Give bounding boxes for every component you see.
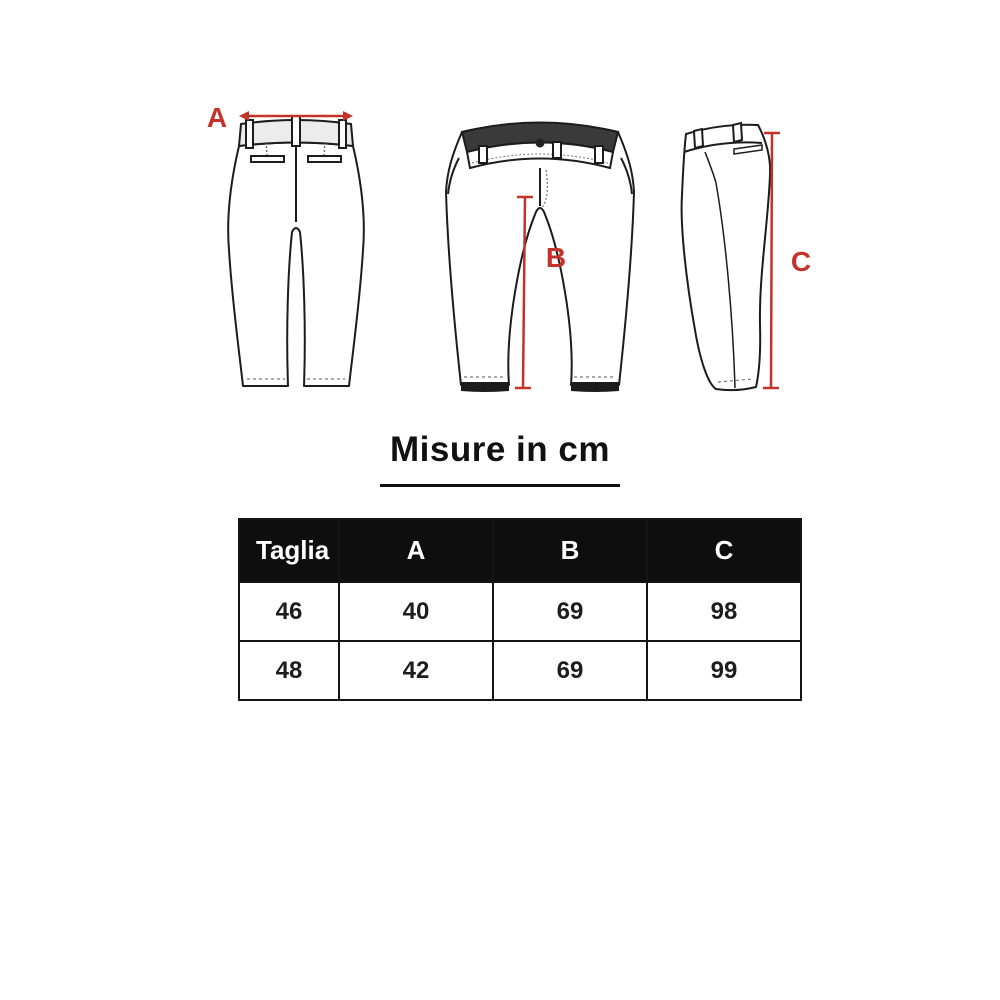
size-table-header-row — [239, 519, 801, 582]
cell-b: 69 — [493, 641, 647, 700]
back-pocket — [251, 156, 284, 162]
title-underline — [380, 484, 620, 487]
header-a: A — [339, 519, 493, 582]
pants-side-view-illustration — [665, 110, 850, 405]
cell-a: 40 — [339, 582, 493, 641]
cell-c: 98 — [647, 582, 801, 641]
table-row — [239, 582, 801, 641]
size-table — [238, 518, 802, 701]
belt-loop — [694, 129, 703, 148]
belt-loop — [246, 120, 253, 148]
belt-loop — [292, 116, 300, 146]
back-pocket — [308, 156, 341, 162]
belt-loop — [733, 123, 742, 142]
belt-loop — [339, 120, 346, 148]
measure-label-b: B — [545, 242, 567, 273]
header-c: C — [647, 519, 801, 582]
cell-size: 46 — [239, 582, 339, 641]
cell-b: 69 — [493, 582, 647, 641]
measure-label-a: A — [206, 102, 228, 133]
header-b: B — [493, 519, 647, 582]
pants-back-view-illustration — [185, 90, 425, 425]
table-row — [239, 641, 801, 700]
cell-c: 99 — [647, 641, 801, 700]
belt-loop — [553, 142, 561, 158]
title-block — [0, 430, 1000, 487]
header-taglia: Taglia — [239, 519, 339, 582]
pants-front-view-illustration — [440, 105, 645, 405]
cell-a: 42 — [339, 641, 493, 700]
waist-button — [536, 139, 545, 148]
belt-loop — [595, 146, 603, 163]
measure-label-c: C — [790, 246, 812, 277]
cell-size: 48 — [239, 641, 339, 700]
page-title: Misure in cm — [390, 430, 610, 469]
belt-loop — [479, 146, 487, 163]
